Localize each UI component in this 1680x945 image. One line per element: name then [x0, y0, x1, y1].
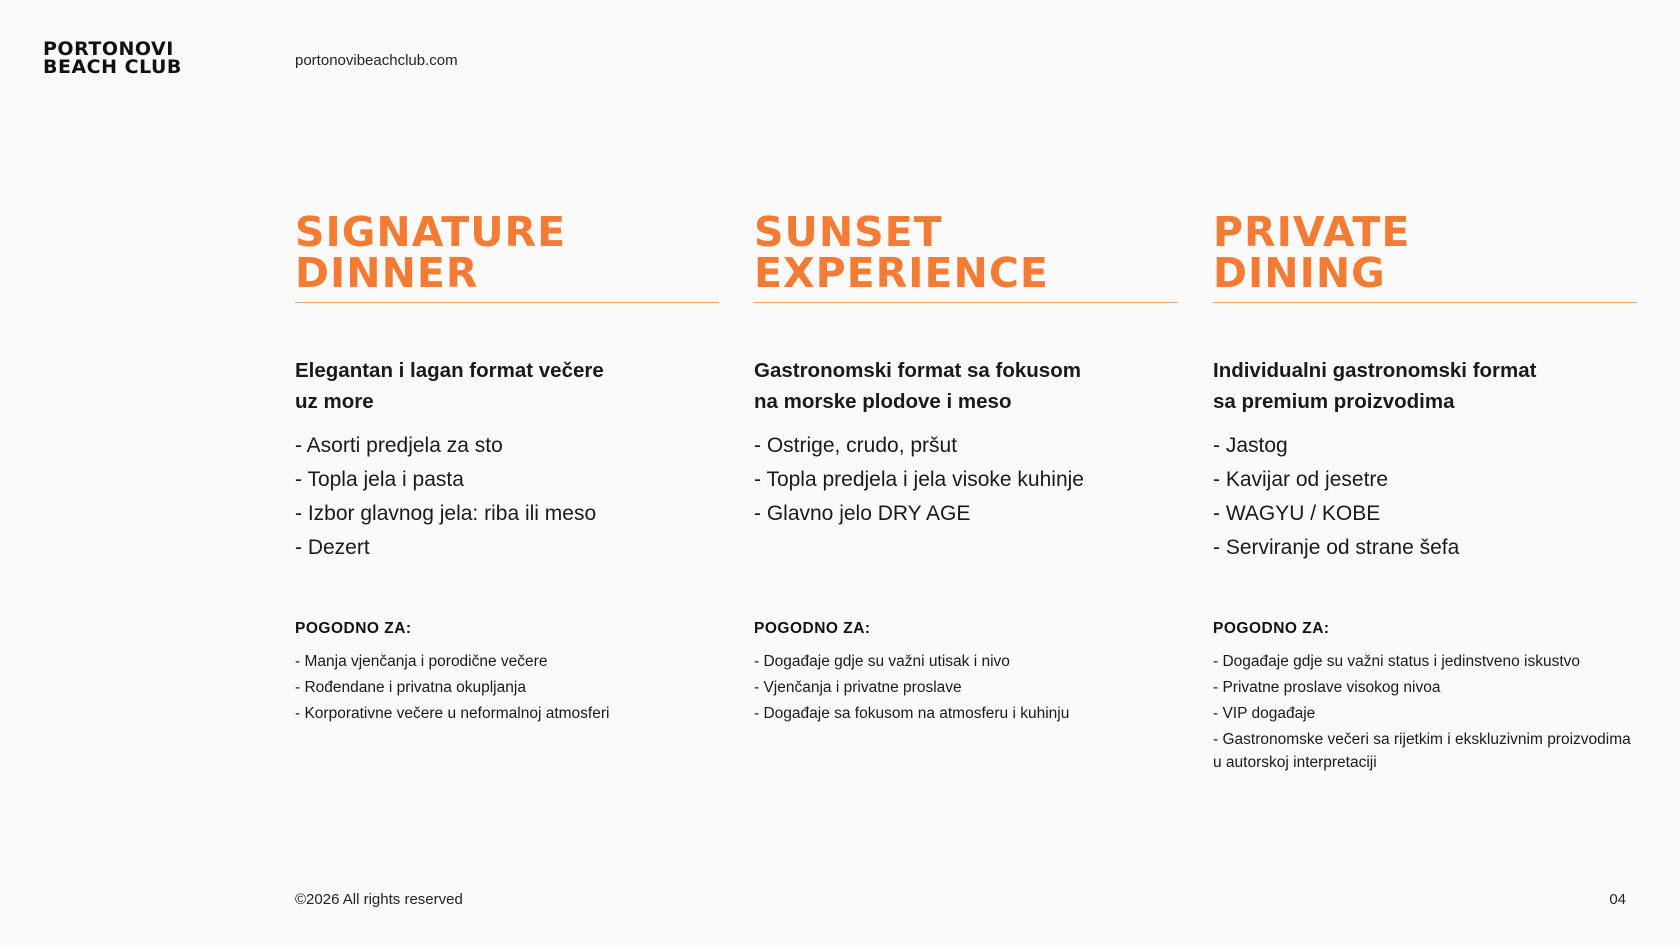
column-title: [754, 208, 1178, 302]
column-divider: [295, 302, 719, 303]
menu-item: - Ostrige, crudo, pršut: [754, 434, 958, 457]
suitable-for-item: - Rođendane i privatna okupljanja: [295, 679, 526, 696]
column-title-line-2: DINING: [1213, 249, 1386, 297]
column-title-line-2: DINNER: [295, 249, 479, 297]
brand-logo: [43, 40, 182, 76]
offer-column-signature-dinner: [295, 208, 719, 729]
menu-item: - Jastog: [1213, 434, 1288, 457]
suitable-for-item: - VIP događaje: [1213, 705, 1316, 722]
column-title: [1213, 208, 1637, 302]
column-subtitle-line-1: Elegantan i lagan format večere: [295, 359, 604, 382]
menu-item: - Izbor glavnog jela: riba ili meso: [295, 502, 597, 525]
menu-items-list: [295, 429, 719, 619]
menu-items-list: [754, 429, 1178, 619]
menu-item: - Asorti predjela za sto: [295, 434, 503, 457]
column-subtitle-line-2: na morske plodove i meso: [754, 390, 1012, 413]
copyright-text: ©2026 All rights reserved: [295, 891, 463, 908]
column-title: [295, 208, 719, 302]
column-divider: [1213, 302, 1637, 303]
suitable-for-heading: POGODNO ZA:: [295, 620, 412, 637]
site-url: portonovibeachclub.com: [295, 52, 458, 69]
menu-item: - Topla predjela i jela visoke kuhinje: [754, 468, 1084, 491]
suitable-for-list: [754, 651, 1178, 726]
suitable-for-item: - Manja vjenčanja i porodične večere: [295, 653, 548, 670]
page-number: 04: [1609, 891, 1626, 908]
menu-item: - Kavijar od jesetre: [1213, 468, 1389, 491]
offer-column-private-dining: [1213, 208, 1637, 778]
suitable-for-item: - Gastronomske večeri sa rijetkim i ekskluzivnim proizvodima u autorskoj interpretaciji: [1213, 731, 1631, 771]
column-subtitle: [1213, 355, 1637, 417]
menu-item: - WAGYU / KOBE: [1213, 502, 1381, 525]
menu-items-list: [1213, 429, 1637, 619]
column-subtitle-line-1: Individualni gastronomski format: [1213, 359, 1537, 382]
column-title-line-1: PRIVATE: [1213, 208, 1411, 256]
menu-item: - Serviranje od strane šefa: [1213, 536, 1460, 559]
suitable-for-item: - Vjenčanja i privatne proslave: [754, 679, 962, 696]
menu-item: - Topla jela i pasta: [295, 468, 464, 491]
column-title-line-1: SIGNATURE: [295, 208, 567, 256]
suitable-for-item: - Događaje gdje su važni utisak i nivo: [754, 653, 1010, 670]
suitable-for-item: - Korporativne večere u neformalnoj atmosferi: [295, 705, 610, 722]
suitable-for-list: [295, 651, 719, 726]
logo-line-2: BEACH CLUB: [43, 56, 182, 78]
column-subtitle-line-1: Gastronomski format sa fokusom: [754, 359, 1081, 382]
suitable-for-item: - Događaje gdje su važni status i jedinstveno iskustvo: [1213, 653, 1581, 670]
suitable-for-item: - Privatne proslave visokog nivoa: [1213, 679, 1441, 696]
suitable-for-heading: POGODNO ZA:: [1213, 620, 1330, 637]
menu-item: - Glavno jelo DRY AGE: [754, 502, 971, 525]
suitable-for-heading: POGODNO ZA:: [754, 620, 871, 637]
column-subtitle-line-2: sa premium proizvodima: [1213, 390, 1455, 413]
column-title-line-1: SUNSET: [754, 208, 943, 256]
suitable-for-item: - Događaje sa fokusom na atmosferu i kuhinju: [754, 705, 1070, 722]
column-divider: [754, 302, 1178, 303]
offer-column-sunset-experience: [754, 208, 1178, 729]
column-title-line-2: EXPERIENCE: [754, 249, 1049, 297]
column-subtitle: [754, 355, 1178, 417]
menu-item: - Dezert: [295, 536, 370, 559]
logo-line-1: PORTONOVI: [43, 38, 174, 60]
suitable-for-list: [1213, 651, 1637, 774]
column-subtitle: [295, 355, 719, 417]
column-subtitle-line-2: uz more: [295, 390, 374, 413]
